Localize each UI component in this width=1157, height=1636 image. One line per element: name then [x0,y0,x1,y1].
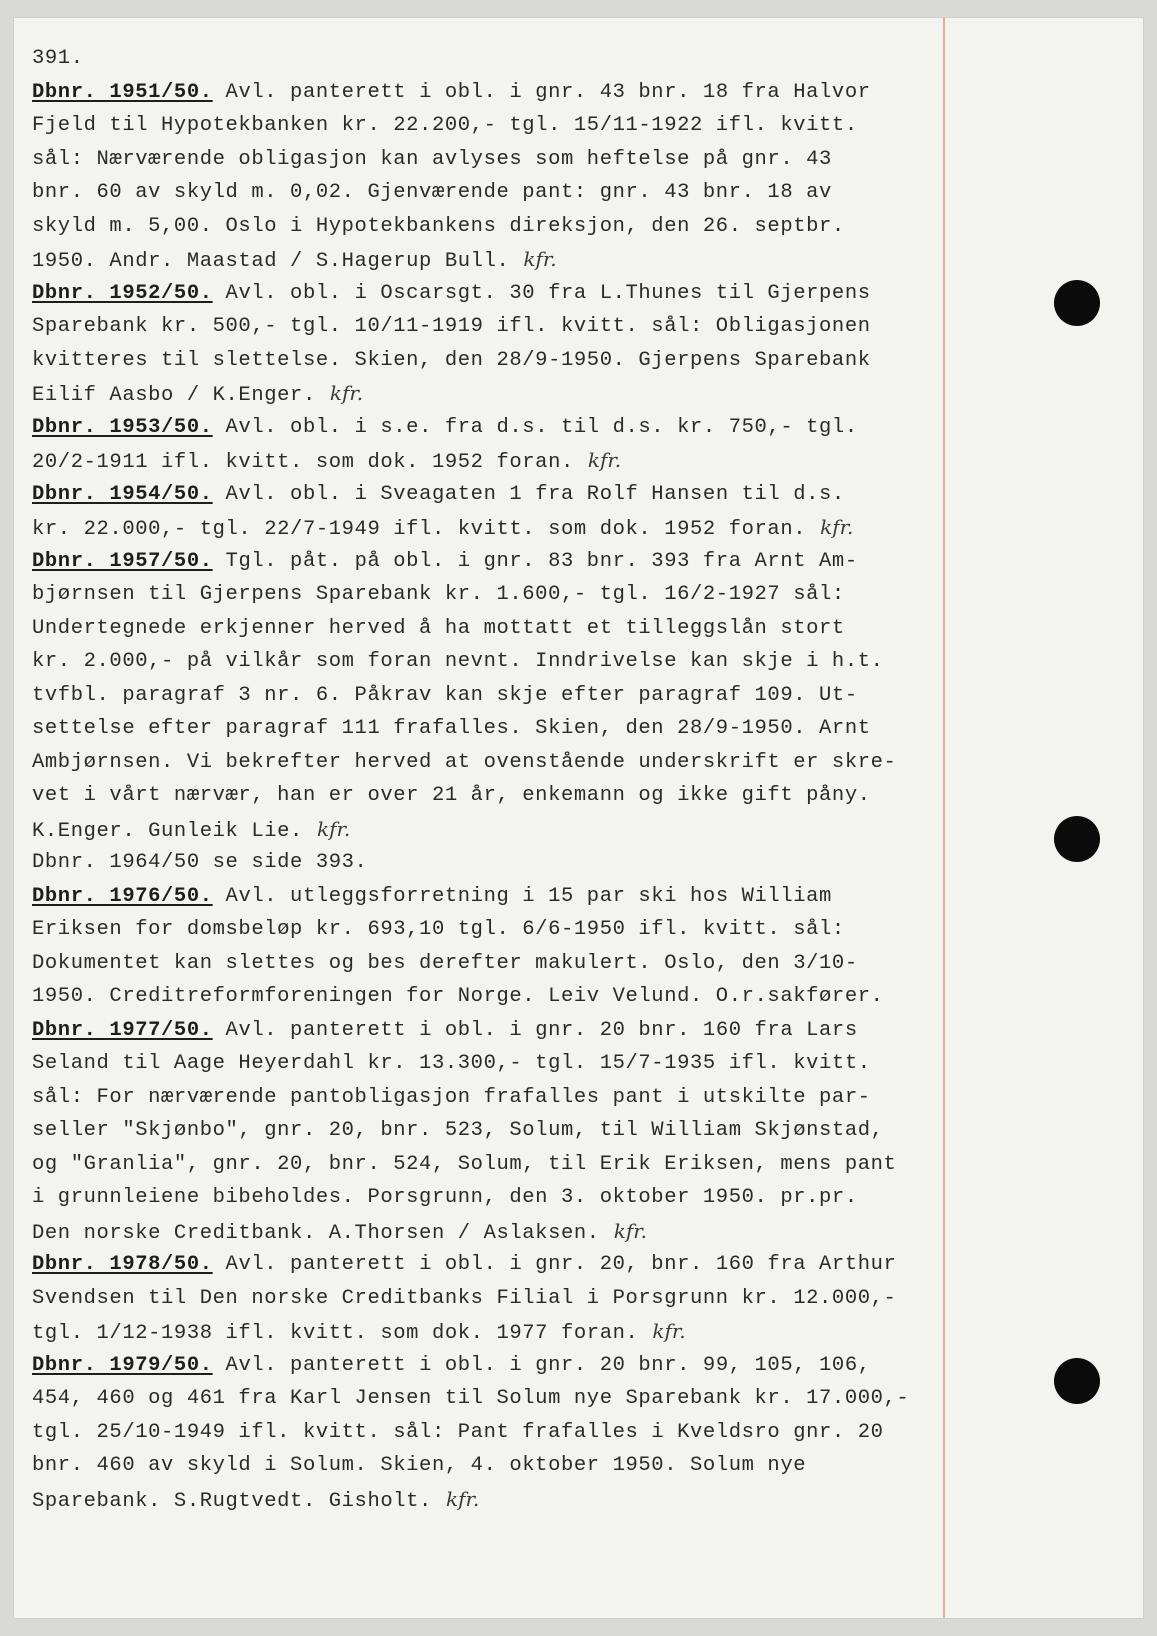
line-text: Sparebank. S.Rugtvedt. Gisholt. [32,1489,432,1513]
text-line [32,1181,938,1215]
text-line [32,444,938,478]
line-text: settelse efter paragraf 111 frafalles. Skien, den 28/9-1950. Arnt [32,717,871,740]
line-text: Seland til Aage Heyerdahl kr. 13.300,- tgl. 15/7-1935 ifl. kvitt. [32,1052,871,1075]
line-text: Sparebank kr. 500,- tgl. 10/11-1919 ifl. kvitt. sål: Obligasjonen [32,315,871,338]
line-text: 20/2-1911 ifl. kvitt. som dok. 1952 foran. [32,451,574,474]
text-line [32,1483,938,1517]
handwritten-initials: kfr. [329,381,364,405]
text-line [32,1315,938,1349]
line-text: Avl. panterett i obl. i gnr. 20 bnr. 99, 105, 106, [212,1353,871,1377]
punch-hole [1054,280,1100,326]
text-line [32,109,938,143]
text-line [32,813,938,847]
line-text: Eriksen for domsbeløp kr. 693,10 tgl. 6/6-1950 ifl. kvitt. sål: [32,918,845,941]
line-text: Undertegnede erkjenner herved å ha mottatt et tilleggslån stort [32,616,845,640]
handwritten-initials: kfr. [316,816,351,841]
page-number: 391. [32,47,84,70]
text-line [32,243,938,277]
line-text: Avl. obl. i Oscarsgt. 30 fra L.Thunes til Gjerpens [212,281,871,305]
text-line [32,679,938,713]
line-text: 454, 460 og 461 fra Karl Jensen til Solum nye Sparebank kr. 17.000,- [32,1387,910,1410]
line-text: Ambjørnsen. Vi bekrefter herved at ovenstående underskrift er skre- [32,750,897,774]
line-text: kr. 2.000,- på vilkår som foran nevnt. Inndrivelse kan skje i h.t. [32,650,884,673]
line-text: bnr. 460 av skyld i Solum. Skien, 4. oktober 1950. Solum nye [32,1454,807,1477]
text-line [32,277,938,311]
punch-hole [1054,1358,1100,1404]
text-line [32,478,938,512]
text-line [32,746,938,780]
text-line [32,545,938,579]
line-text: kr. 22.000,- tgl. 22/7-1949 ifl. kvitt. som dok. 1952 foran. [32,518,807,541]
line-text: og "Granlia", gnr. 20, bnr. 524, Solum, til Erik Eriksen, mens pant [32,1152,897,1176]
ledger-page [14,18,1143,1618]
handwritten-initials: kfr. [445,1486,480,1511]
text-line [32,1416,938,1450]
text-line [32,377,938,411]
line-text: Avl. obl. i s.e. fra d.s. til d.s. kr. 750,- tgl. [212,415,858,439]
line-text: Eilif Aasbo / K.Enger. [32,384,316,407]
text-line [32,779,938,813]
handwritten-initials: kfr. [820,515,854,539]
text-line [32,1282,938,1316]
text-line [32,1215,938,1249]
line-text: bnr. 60 av skyld m. 0,02. Gjenværende pant: gnr. 43 bnr. 18 av [32,181,832,204]
line-text: Dokumentet kan slettes og bes derefter makulert. Oslo, den 3/10- [32,951,858,975]
text-line [32,1248,938,1282]
text-line [32,880,938,914]
line-text: sål: Nærværende obligasjon kan avlyses som heftelse på gnr. 43 [32,147,832,171]
handwritten-initials: kfr. [587,448,622,472]
line-text: bjørnsen til Gjerpens Sparebank kr. 1.600,- tgl. 16/2-1927 sål: [32,583,845,606]
line-text: Avl. obl. i Sveagaten 1 fra Rolf Hansen til d.s. [212,482,845,506]
document-reference: Dbnr. 1977/50. [32,1018,213,1042]
text-line [32,913,938,947]
line-text: tgl. 25/10-1949 ifl. kvitt. sål: Pant frafalles i Kveldsro gnr. 20 [32,1420,884,1444]
line-text: i grunnleiene bibeholdes. Porsgrunn, den 3. oktober 1950. pr.pr. [32,1186,858,1209]
text-line [32,210,938,244]
text-line [32,980,938,1014]
text-line [32,712,938,746]
text-line [32,143,938,177]
text-line [32,612,938,646]
handwritten-initials: kfr. [613,1218,647,1243]
line-text: Avl. panterett i obl. i gnr. 20 bnr. 160 fra Lars [212,1018,858,1042]
document-reference: Dbnr. 1976/50. [32,884,213,908]
line-text: tvfbl. paragraf 3 nr. 6. Påkrav kan skje efter paragraf 109. Ut- [32,683,858,707]
document-body [32,42,938,1516]
text-line [32,411,938,445]
margin-line [943,18,945,1618]
line-text: 1950. Creditreformforeningen for Norge. Leiv Velund. O.r.sakfører. [32,985,884,1008]
handwritten-initials: kfr. [652,1319,686,1343]
text-line [32,511,938,545]
text-line [32,846,938,880]
text-line [32,1081,938,1115]
text-line [32,1382,938,1416]
text-line [32,1047,938,1081]
text-line [32,76,938,110]
handwritten-initials: kfr. [523,247,557,271]
line-text: Avl. panterett i obl. i gnr. 20, bnr. 160 fra Arthur [212,1253,897,1276]
line-text: Dbnr. 1964/50 se side 393. [32,851,368,874]
line-text: seller "Skjønbo", gnr. 20, bnr. 523, Solum, til William Skjønstad, [32,1119,884,1142]
document-reference: Dbnr. 1979/50. [32,1353,213,1377]
text-line [32,1449,938,1483]
text-line [32,344,938,378]
text-line [32,1014,938,1048]
text-line [32,1349,938,1383]
line-text: Fjeld til Hypotekbanken kr. 22.200,- tgl. 15/11-1922 ifl. kvitt. [32,114,858,137]
text-line [32,176,938,210]
line-text: Tgl. påt. på obl. i gnr. 83 bnr. 393 fra Arnt Am- [212,549,858,573]
line-text: Svendsen til Den norske Creditbanks Filial i Porsgrunn kr. 12.000,- [32,1286,897,1310]
text-line [32,310,938,344]
line-text: K.Enger. Gunleik Lie. [32,819,303,843]
document-reference: Dbnr. 1957/50. [32,549,213,573]
line-text: kvitteres til slettelse. Skien, den 28/9-1950. Gjerpens Sparebank [32,348,871,372]
line-text: skyld m. 5,00. Oslo i Hypotekbankens direksjon, den 26. septbr. [32,214,845,238]
document-reference: Dbnr. 1954/50. [32,482,213,506]
punch-hole [1054,816,1100,862]
line-text: Avl. utleggsforretning i 15 par ski hos William [212,884,832,908]
text-line [32,578,938,612]
text-line [32,947,938,981]
line-text: tgl. 1/12-1938 ifl. kvitt. som dok. 1977 foran. [32,1322,639,1345]
line-text: sål: For nærværende pantobligasjon frafalles pant i utskilte par- [32,1085,871,1109]
line-text: Avl. panterett i obl. i gnr. 43 bnr. 18 fra Halvor [212,80,871,104]
document-reference: Dbnr. 1953/50. [32,415,213,439]
document-reference: Dbnr. 1952/50. [32,281,213,305]
line-text: vet i vårt nærvær, han er over 21 år, enkemann og ikke gift påny. [32,784,871,807]
text-line [32,1114,938,1148]
text-line [32,1148,938,1182]
document-reference: Dbnr. 1978/50. [32,1253,213,1276]
document-reference: Dbnr. 1951/50. [32,80,213,104]
line-text: Den norske Creditbank. A.Thorsen / Aslaksen. [32,1221,600,1245]
text-line [32,645,938,679]
line-text: 1950. Andr. Maastad / S.Hagerup Bull. [32,250,510,273]
